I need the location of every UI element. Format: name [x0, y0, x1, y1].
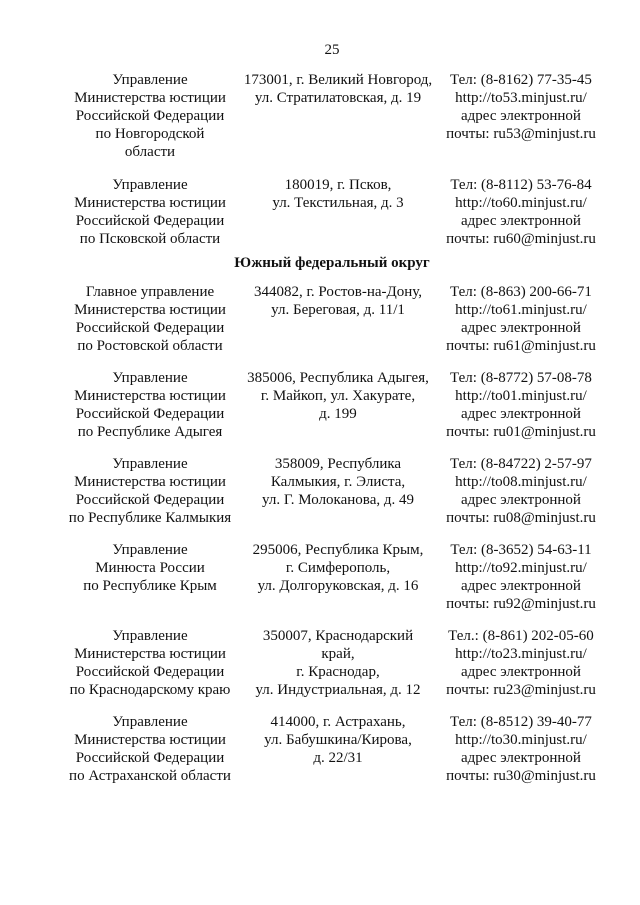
org-line: Министерства юстиции	[74, 474, 226, 490]
org-line: по Псковской области	[79, 231, 221, 247]
address-line: д. 22/31	[313, 750, 363, 766]
organization-name	[62, 283, 238, 355]
website-link[interactable]: http://to08.minjust.ru/	[455, 474, 587, 490]
contact-info	[434, 283, 608, 355]
org-line: Российской Федерации	[75, 320, 225, 336]
website-link[interactable]: http://to30.minjust.ru/	[455, 732, 587, 748]
phone: Тел.: (8-861) 202-05-60	[448, 628, 594, 644]
org-line: Российской Федерации	[75, 664, 225, 680]
contact-info	[434, 176, 608, 248]
email-label: адрес электронной	[461, 492, 581, 508]
org-line: Управление	[112, 72, 188, 88]
org-line: Управление	[112, 628, 188, 644]
organization-name	[62, 627, 238, 699]
phone: Тел: (8-84722) 2-57-97	[450, 456, 592, 472]
phone: Тел: (8-3652) 54-63-11	[450, 542, 592, 558]
org-line: Министерства юстиции	[74, 388, 226, 404]
email-label: адрес электронной	[461, 406, 581, 422]
email-label: адрес электронной	[461, 578, 581, 594]
website-link[interactable]: http://to60.minjust.ru/	[455, 195, 587, 211]
website-link[interactable]: http://to53.minjust.ru/	[455, 90, 587, 106]
page-number: 25	[324, 42, 340, 58]
address	[240, 713, 436, 767]
email-address[interactable]: почты: ru53@minjust.ru	[446, 126, 596, 142]
org-line: Российской Федерации	[75, 213, 225, 229]
district-heading: Южный федеральный округ	[234, 255, 430, 271]
org-line: Минюста России	[95, 560, 205, 576]
organization-name	[62, 541, 238, 595]
org-line: Министерства юстиции	[74, 302, 226, 318]
email-address[interactable]: почты: ru23@minjust.ru	[446, 682, 596, 698]
email-label: адрес электронной	[461, 108, 581, 124]
address-line: г. Майкоп, ул. Хакурате,	[260, 388, 416, 404]
address-line: ул. Долгоруковская, д. 16	[257, 578, 419, 594]
website-link[interactable]: http://to61.minjust.ru/	[455, 302, 587, 318]
email-label: адрес электронной	[461, 750, 581, 766]
email-address[interactable]: почты: ru60@minjust.ru	[446, 231, 596, 247]
org-line: Министерства юстиции	[74, 90, 226, 106]
org-line: Главное управление	[85, 284, 215, 300]
email-label: адрес электронной	[461, 320, 581, 336]
address-line: 180019, г. Псков,	[284, 177, 392, 193]
address-line: 173001, г. Великий Новгород,	[243, 72, 433, 88]
org-line: области	[124, 144, 176, 160]
org-line: Министерства юстиции	[74, 195, 226, 211]
address-line: 358009, Республика	[274, 456, 402, 472]
org-line: по Астраханской области	[69, 768, 231, 784]
phone: Тел: (8-8512) 39-40-77	[450, 714, 592, 730]
contact-info	[434, 71, 608, 143]
phone: Тел: (8-863) 200-66-71	[450, 284, 592, 300]
org-line: Российской Федерации	[75, 492, 225, 508]
address-line: ул. Стратилатовская, д. 19	[254, 90, 422, 106]
organization-name	[62, 71, 238, 161]
website-link[interactable]: http://to01.minjust.ru/	[455, 388, 587, 404]
contact-info	[434, 713, 608, 785]
organization-name	[62, 713, 238, 785]
address-line: ул. Бабушкина/Кирова,	[264, 732, 412, 748]
org-line: Министерства юстиции	[74, 732, 226, 748]
org-line: по Республике Адыгея	[77, 424, 223, 440]
organization-name	[62, 369, 238, 441]
address-line: край,	[321, 646, 355, 662]
address-line: Калмыкия, г. Элиста,	[270, 474, 406, 490]
org-line: Управление	[112, 370, 188, 386]
address-line: ул. Индустриальная, д. 12	[255, 682, 421, 698]
address-line: 385006, Республика Адыгея,	[247, 370, 429, 386]
org-line: Управление	[112, 456, 188, 472]
email-label: адрес электронной	[461, 213, 581, 229]
address	[240, 627, 436, 699]
organization-name	[62, 176, 238, 248]
address-line: 414000, г. Астрахань,	[270, 714, 406, 730]
contact-info	[434, 369, 608, 441]
organization-name	[62, 455, 238, 527]
org-line: по Республике Крым	[83, 578, 217, 594]
phone: Тел: (8-8112) 53-76-84	[450, 177, 592, 193]
address-line: г. Краснодар,	[296, 664, 380, 680]
org-line: Управление	[112, 714, 188, 730]
email-address[interactable]: почты: ru30@minjust.ru	[446, 768, 596, 784]
org-line: Российской Федерации	[75, 750, 225, 766]
address-line: 344082, г. Ростов-на-Дону,	[253, 284, 423, 300]
address	[240, 71, 436, 107]
address	[240, 283, 436, 319]
address-line: 350007, Краснодарский	[262, 628, 414, 644]
org-line: по Краснодарскому краю	[69, 682, 231, 698]
address-line: д. 199	[319, 406, 357, 422]
address	[240, 176, 436, 212]
org-line: по Республике Калмыкия	[68, 510, 232, 526]
address	[240, 369, 436, 423]
address-line: 295006, Республика Крым,	[252, 542, 424, 558]
email-label: адрес электронной	[461, 664, 581, 680]
address	[240, 541, 436, 595]
org-line: Управление	[112, 542, 188, 558]
address-line: ул. Г. Молоканова, д. 49	[262, 492, 414, 508]
phone: Тел: (8-8162) 77-35-45	[450, 72, 592, 88]
email-address[interactable]: почты: ru92@minjust.ru	[446, 596, 596, 612]
org-line: Министерства юстиции	[74, 646, 226, 662]
phone: Тел: (8-8772) 57-08-78	[450, 370, 592, 386]
org-line: по Ростовской области	[77, 338, 223, 354]
address-line: г. Симферополь,	[285, 560, 391, 576]
address-line: ул. Береговая, д. 11/1	[271, 302, 405, 318]
org-line: Российской Федерации	[75, 406, 225, 422]
website-link[interactable]: http://to23.minjust.ru/	[455, 646, 587, 662]
contact-info	[434, 541, 608, 613]
email-address[interactable]: почты: ru08@minjust.ru	[446, 510, 596, 526]
contact-info	[434, 627, 608, 699]
org-line: Российской Федерации	[75, 108, 225, 124]
contact-info	[434, 455, 608, 527]
email-address[interactable]: почты: ru01@minjust.ru	[446, 424, 596, 440]
org-line: по Новгородской	[95, 126, 205, 142]
website-link[interactable]: http://to92.minjust.ru/	[455, 560, 587, 576]
org-line: Управление	[112, 177, 188, 193]
address-line: ул. Текстильная, д. 3	[272, 195, 404, 211]
address	[240, 455, 436, 509]
email-address[interactable]: почты: ru61@minjust.ru	[446, 338, 596, 354]
